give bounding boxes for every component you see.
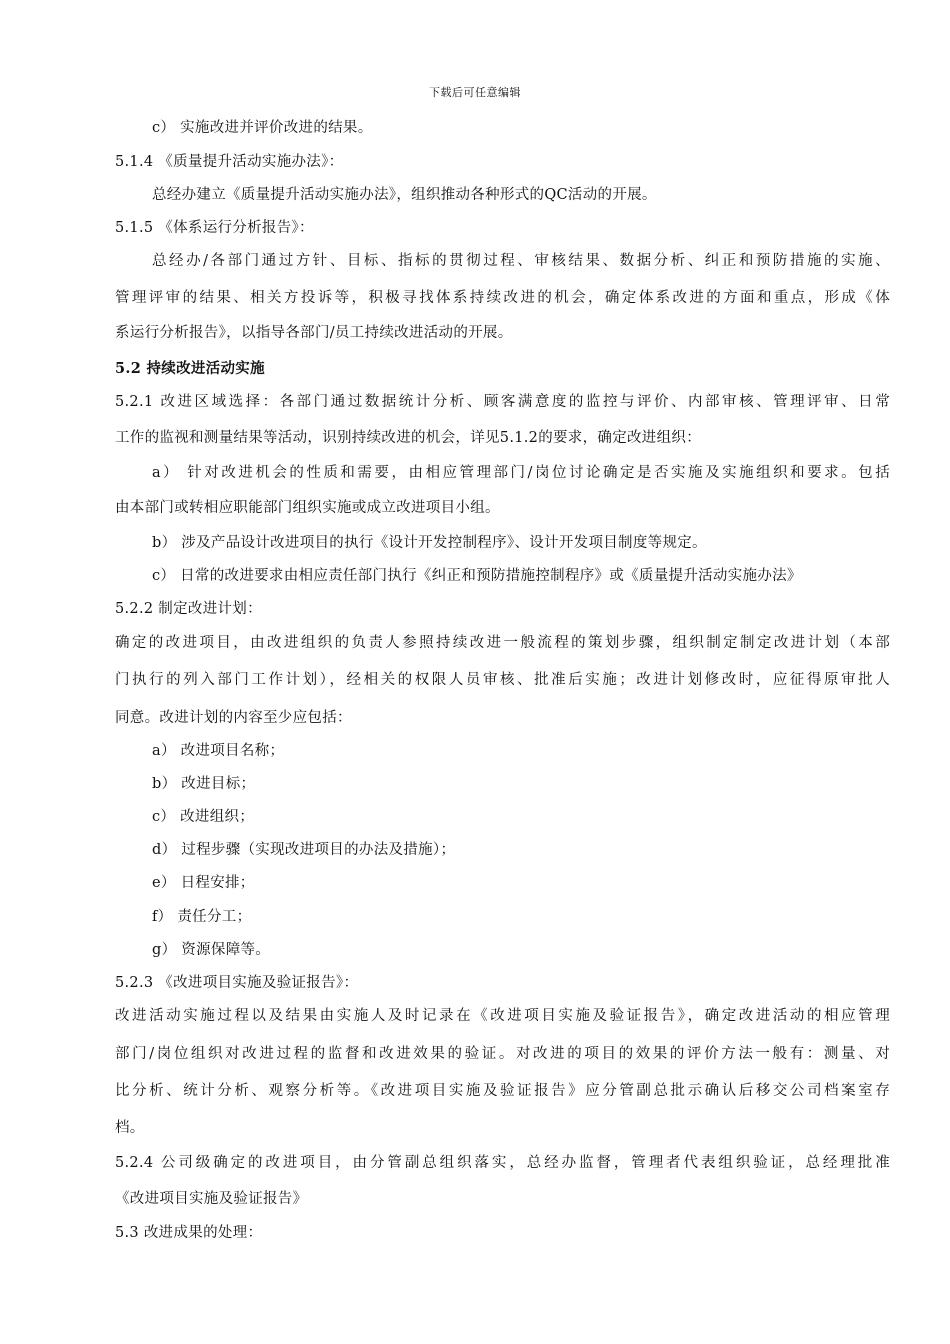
list-item: b） 改进目标；: [152, 776, 256, 792]
section-heading: 5.1.4 《质量提升活动实施办法》：: [115, 154, 344, 170]
paragraph-line: 总经办/各部门通过方针、目标、指标的贯彻过程、审核结果、数据分析、纠正和预防措施的实施、: [152, 253, 890, 269]
paragraph-line: 部门/岗位组织对改进过程的监督和改进效果的验证。对改进的项目的效果的评价方法一般有：测量、对: [115, 1046, 890, 1062]
section-heading: 5.2.3 《改进项目实施及验证报告》：: [115, 975, 359, 991]
paragraph-line: 《改进项目实施及验证报告》: [115, 1191, 308, 1207]
section-heading: 5.2 持续改进活动实施: [115, 360, 265, 377]
paragraph-line: 总经办建立《质量提升活动实施办法》，组织推动各种形式的QC活动的开展。: [152, 187, 657, 203]
list-item: c） 实施改进并评价改进的结果。: [152, 120, 373, 136]
paragraph-line: 比分析、统计分析、观察分析等。《改进项目实施及验证报告》应分管副总批示确认后移交公司档案室存: [115, 1083, 890, 1099]
section-heading: 5.1.5 《体系运行分析报告》：: [115, 220, 314, 236]
list-item: e） 日程安排；: [152, 875, 255, 891]
page-header: 下载后可任意编辑: [429, 86, 521, 99]
list-item: a） 针对改进机会的性质和需要，由相应管理部门/岗位讨论确定是否实施及实施组织和要求。包括: [152, 465, 890, 481]
paragraph-line: 改进活动实施过程以及结果由实施人及时记录在《改进项目实施及验证报告》，确定改进活动的相应管理: [115, 1008, 890, 1024]
paragraph-line: 工作的监视和测量结果等活动，识别持续改进的机会，详见5.1.2的要求，确定改进组织：: [115, 430, 701, 446]
paragraph-line: 5.2.1 改进区域选择：各部门通过数据统计分析、顾客满意度的监控与评价、内部审核、管理评审、日常: [115, 394, 890, 410]
list-item: c） 日常的改进要求由相应责任部门执行《纠正和预防措施控制程序》或《质量提升活动实施办法》: [152, 568, 802, 584]
list-item: g） 资源保障等。: [152, 942, 271, 958]
list-item: b） 涉及产品设计改进项目的执行《设计开发控制程序》、设计开发项目制度等规定。: [152, 535, 707, 551]
paragraph-line: 系运行分析报告》，以指导各部门/员工持续改进活动的开展。: [115, 325, 513, 341]
section-heading: 5.3 改进成果的处理：: [115, 1225, 263, 1241]
paragraph-line: 管理评审的结果、相关方投诉等，积极寻找体系持续改进的机会，确定体系改进的方面和重点，形成《体: [115, 290, 890, 306]
paragraph-line: 由本部门或转相应职能部门组织实施或成立改进项目小组。: [115, 500, 500, 516]
paragraph-line: 5.2.4 公司级确定的改进项目，由分管副总组织落实，总经办监督，管理者代表组织验证，总经理批准: [115, 1155, 890, 1171]
paragraph-line: 档。: [115, 1120, 145, 1136]
list-item: d） 过程步骤（实现改进项目的办法及措施）；: [152, 842, 456, 858]
list-item: a） 改进项目名称；: [152, 743, 285, 759]
list-item: c） 改进组织；: [152, 809, 255, 825]
paragraph-line: 同意。改进计划的内容至少应包括：: [115, 710, 352, 726]
paragraph-line: 门执行的列入部门工作计划），经相关的权限人员审核、批准后实施；改进计划修改时，应征得原审批人: [115, 672, 890, 688]
list-item: f） 责任分工；: [152, 909, 252, 925]
section-heading: 5.2.2 制定改进计划：: [115, 601, 262, 617]
paragraph-line: 确定的改进项目，由改进组织的负责人参照持续改进一般流程的策划步骤，组织制定制定改进计划（本部: [115, 635, 890, 651]
